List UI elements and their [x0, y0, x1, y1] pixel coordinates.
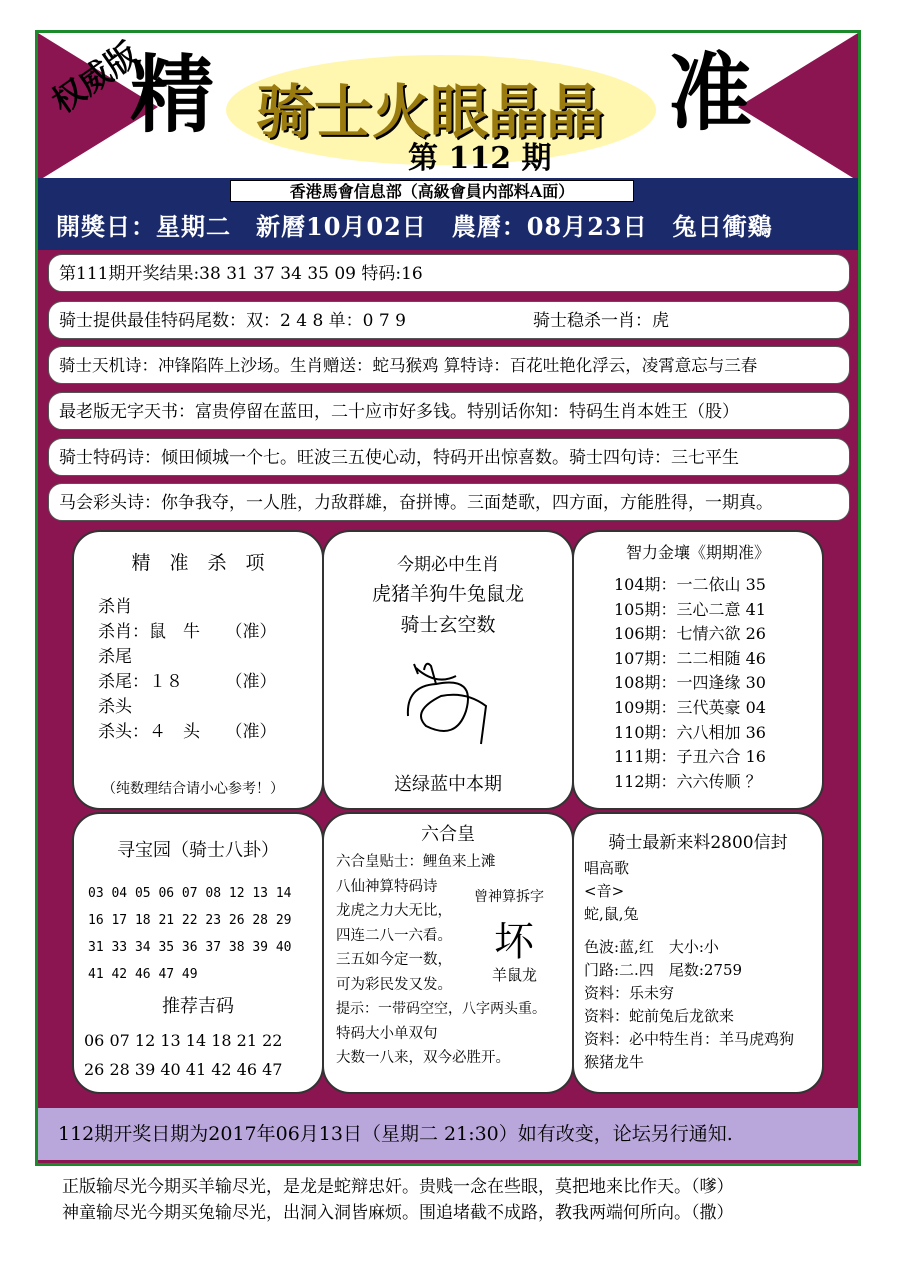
treasure-row: 41 42 46 47 49 — [88, 967, 198, 982]
latest-box — [572, 812, 824, 1094]
poem-row: 骑士天机诗：冲锋陷阵上沙场。生肖赠送：蛇马猴鸡 算特诗：百花吐艳化浮云，凌霄意忘与三春 — [48, 346, 850, 384]
liuhe-line: 龙虎之力大无比， — [336, 903, 452, 919]
wisdom-item: 111期：子丑六合 16 — [614, 747, 766, 767]
footer-line-2: 神童输尽光今期买兔输尽光，出洞入洞皆麻烦。围追堵截不成路，教我两端何所向。（撒） — [62, 1203, 734, 1223]
tail-right: 骑士稳杀一肖：虎 — [533, 311, 669, 331]
latest-line: 资料：乐未穷 — [584, 984, 675, 1002]
header — [38, 33, 858, 181]
liuhe-title: 六合皇 — [421, 824, 475, 845]
latest-line: <音> — [584, 882, 625, 900]
must-title: 今期必中生肖 — [397, 555, 499, 575]
wisdom-item: 104期：一二依山 35 — [614, 575, 766, 594]
liuhe-line: 四连二八一六看。 — [336, 927, 452, 944]
wisdom-title: 智力金壤《期期准》 — [625, 543, 770, 562]
kill-line: 杀尾 — [98, 647, 132, 667]
scribble-signature — [396, 656, 506, 746]
liuhe-box — [322, 812, 574, 1094]
wisdom-item: 107期：二二相随 46 — [614, 648, 766, 668]
tail-row — [48, 301, 850, 339]
latest-line: 资料：蛇前兔后龙欲来 — [584, 1007, 735, 1025]
treasure-box — [72, 812, 324, 1094]
latest-title: 骑士最新来料2800信封 — [608, 833, 788, 853]
recommend-title: 推荐吉码 — [162, 996, 234, 1017]
liuhe-line: 可为彩民发又发。 — [336, 976, 452, 993]
header-right-char: 准 — [668, 44, 753, 142]
chaizi-char: 坏 — [494, 919, 534, 965]
tail-left: 骑士提供最佳特码尾数：双：2 4 8 单：0 7 9 — [59, 311, 406, 331]
right-triangle-decoration — [738, 33, 858, 181]
liuhe-line: 特码大小单双句 — [336, 1025, 438, 1042]
liuhe-line: 大数一八来，双今必胜开。 — [336, 1050, 510, 1066]
wisdom-item: 109期：三代英豪 04 — [614, 697, 766, 717]
recommend-row: 26 28 39 40 41 42 46 47 — [84, 1060, 283, 1079]
wisdom-item: 105期：三心二意 41 — [614, 599, 766, 619]
latest-line: 资料：必中特生肖：羊马虎鸡狗 — [584, 1030, 795, 1048]
result-row: 第111期开奖结果:38 31 37 34 35 09 特码:16 — [48, 254, 850, 292]
latest-line: 蛇,鼠,兔 — [584, 905, 639, 923]
wisdom-item: 110期：六八相加 36 — [614, 722, 766, 742]
chaizi-bottom: 羊鼠龙 — [492, 966, 538, 984]
latest-line: 门路:二.四 尾数:2759 — [584, 961, 743, 979]
wisdom-box — [572, 530, 824, 810]
kill-note: （纯数理结合请小心参考！） — [102, 781, 284, 797]
liuhe-line: 六合皇贴士：鲤鱼来上滩 — [336, 854, 496, 870]
liuhe-line: 三五如今定一数， — [336, 952, 452, 968]
wisdom-item: 112期：六六传顺 ？ — [614, 771, 762, 791]
treasure-row: 03 04 05 06 07 08 12 13 14 — [88, 886, 292, 901]
kill-line: 杀肖：鼠 牛 （准） — [98, 622, 277, 642]
issue-number: 第 112 期 — [408, 141, 552, 176]
latest-line: 唱高歌 — [584, 859, 630, 877]
kill-line: 杀肖 — [98, 597, 132, 617]
treasure-row: 31 33 34 35 36 37 38 39 40 — [88, 940, 292, 955]
authority-badge: 权威版 — [44, 34, 146, 121]
header-left-char: 精 — [130, 46, 215, 144]
chaizi-title: 曾神算拆字 — [474, 889, 544, 905]
horse-row: 马会彩头诗：你争我夺，一人胜，力敌群雄，奋拼博。三面楚歌，四方面，方能胜得，一期真。 — [48, 483, 850, 521]
kill-line: 杀尾：１８ （准） — [98, 672, 277, 692]
must-box — [322, 530, 574, 810]
draw-date-line: 開獎日：星期二 新曆10月02日 農曆：08月23日 兔日衝鷄 — [56, 212, 773, 241]
must-zodiacs: 虎猪羊狗牛兔鼠龙 — [371, 583, 524, 605]
footer-line-1: 正版输尽光今期买羊输尽光，是龙是蛇辩忠奸。贵贱一念在些眼，莫把地来比作天。（嗲） — [62, 1177, 734, 1197]
wisdom-item: 108期：一四逢缘 30 — [614, 673, 766, 693]
liuhe-line: 八仙神算特码诗 — [336, 878, 438, 895]
recommend-row: 06 07 12 13 14 18 21 22 — [84, 1031, 283, 1050]
kill-box — [72, 530, 324, 810]
sub-title: 香港馬會信息部（高級會員内部料A面） — [230, 180, 634, 202]
book-row: 最老版无字天书：富贵停留在蓝田，二十应市好多钱。特别话你知：特码生肖本姓王（股） — [48, 392, 850, 430]
kill-title: 精 准 杀 项 — [131, 552, 265, 574]
kill-line: 杀头：４ 头 （准） — [98, 722, 277, 742]
draw-notice-bar: 112期开奖日期为2017年06月13日（星期二 21:30）如有改变，论坛另行通知. — [38, 1108, 858, 1160]
kill-line: 杀头 — [98, 697, 132, 717]
wisdom-item: 106期：七情六欲 26 — [614, 624, 766, 644]
treasure-row: 16 17 18 21 22 23 26 28 29 — [88, 913, 292, 928]
special-row: 骑士特码诗：倾田倾城一个七。旺波三五使心动，特码开出惊喜数。骑士四句诗：三七平生 — [48, 438, 850, 476]
latest-line: 色波:蓝,红 大小:小 — [584, 938, 719, 956]
liuhe-line: 提示：一带码空空，八字两头重。 — [336, 1001, 546, 1017]
treasure-title: 寻宝园（骑士八卦） — [117, 840, 279, 861]
must-sub: 骑士玄空数 — [400, 614, 496, 636]
must-bottom: 送绿蓝中本期 — [394, 774, 502, 795]
main-title: 骑士火眼晶晶 — [256, 78, 605, 146]
latest-line: 猴猪龙牛 — [584, 1053, 645, 1071]
